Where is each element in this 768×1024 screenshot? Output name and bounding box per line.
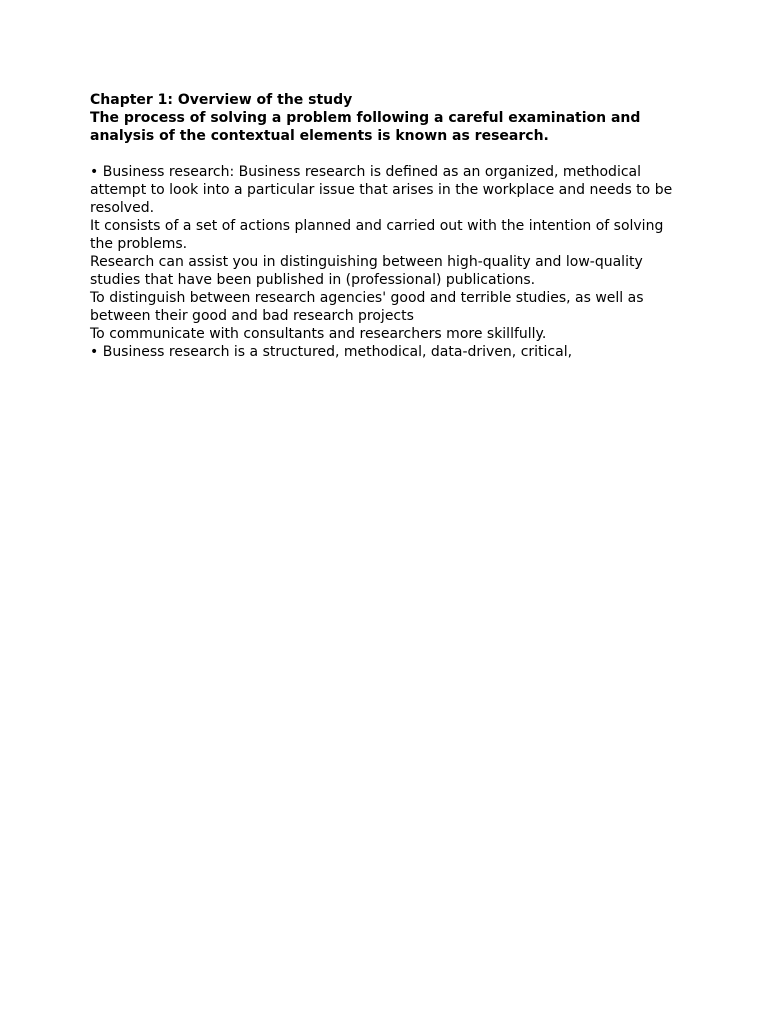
paragraph-gap: [90, 145, 680, 163]
paragraph-structured: • Business research is a structured, methodical, data-driven, critical,: [90, 344, 573, 360]
paragraph-quality-studies: Research can assist you in distinguishing between high-quality and low-quality studies that have been published in (professional) publications.: [90, 254, 643, 288]
paragraph-agencies: To distinguish between research agencies' good and terrible studies, as well as between their good and bad research projects: [90, 290, 644, 324]
chapter-title: Chapter 1: Overview of the study: [90, 92, 353, 108]
paragraph-business-research: • Business research: Business research is defined as an organized, methodical attempt to look into a particular issue that arises in the workplace and needs to be resolved.: [90, 164, 673, 216]
research-definition: The process of solving a problem following a careful examination and analysis of the contextual elements is known as research.: [90, 110, 641, 144]
paragraph-communicate: To communicate with consultants and researchers more skillfully.: [90, 326, 547, 342]
paragraph-set-of-actions: It consists of a set of actions planned and carried out with the intention of solving the problems.: [90, 218, 664, 252]
document-body: [90, 91, 680, 361]
